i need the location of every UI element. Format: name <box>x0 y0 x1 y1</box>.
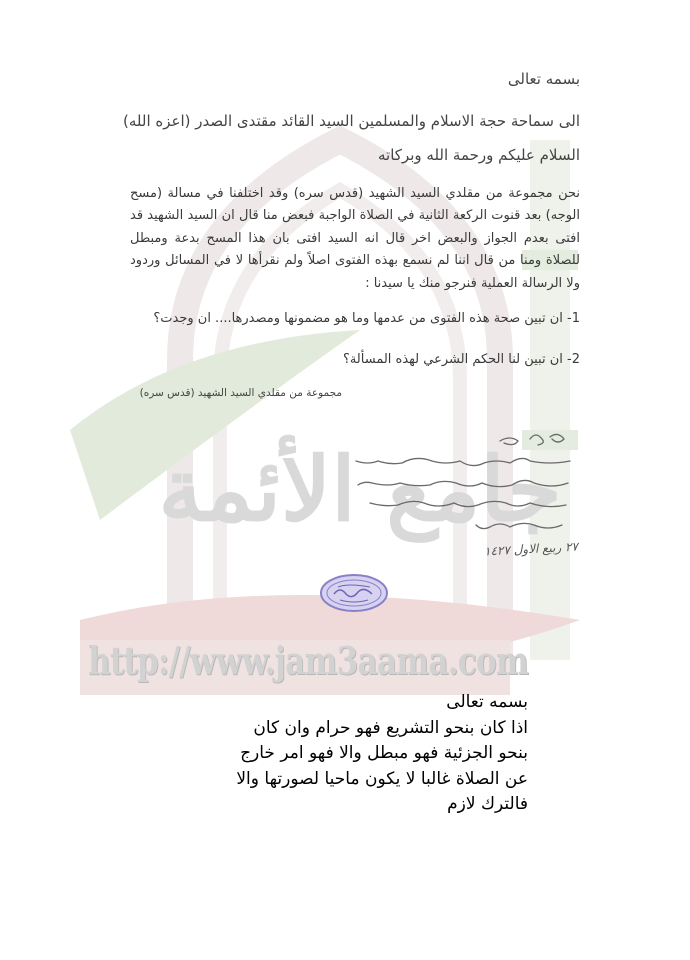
watermark-calligraphy: جامع الأئمة <box>158 437 562 541</box>
reply-line: اذا كان بنحو التشريع فهو حرام وان كان <box>253 717 528 738</box>
reply-line: بنحو الجزئية فهو مبطل والا فهو امر خارج <box>240 743 528 763</box>
watermark-url: http://www.jam3aama.com <box>88 638 529 683</box>
letter-signature: مجموعة من مقلدي السيد الشهيد (قدس سره) <box>139 387 342 399</box>
reply-line: عن الصلاة غالبا لا يكون ماحيا لصورتها والا <box>236 768 528 789</box>
question-1: 1- ان تبين صحة هذه الفتوى من عدمها وما هو مضمونها ومصدرها.... ان وجدت؟ <box>153 311 580 326</box>
addressee: الى سماحة حجة الاسلام والمسلمين السيد القائد مقتدى الصدر (اعزه الله) <box>123 112 580 130</box>
greeting: السلام عليكم ورحمة الله وبركاته <box>378 146 580 164</box>
handwritten-date: ٢٧ ربيع الاول ١٤٢٧ <box>483 539 579 559</box>
typed-reply <box>168 690 528 818</box>
basmala: بسمه تعالى <box>507 70 580 88</box>
reply-line: فالترك لازم <box>447 794 528 814</box>
question-2: 2- ان تبين لنا الحكم الشرعي لهذه المسألة؟ <box>342 352 580 367</box>
letter-body: نحن مجموعة من مقلدي السيد الشهيد (قدس سره) وقد اختلفنا في مسالة (مسح الوجه) بعد قنوت الركعة الثانية في الصلاة الواجبة فبعض منا قال ان السيد الشهيد قد افتى بعدم الجواز والبعض اخر قال انه السيد افتى بان هذا المسح بدعة ومبطل للصلاة ومنا من قال اننا لم نسمع بهذه الفتوى اصلاً ولم نقرأها لا في المسائل وردود ولا الرسالة العملية فنرجو منك يا سيدنا : <box>130 186 580 291</box>
seal-stamp <box>318 572 390 614</box>
reply-line: بسمه تعالى <box>446 692 528 712</box>
